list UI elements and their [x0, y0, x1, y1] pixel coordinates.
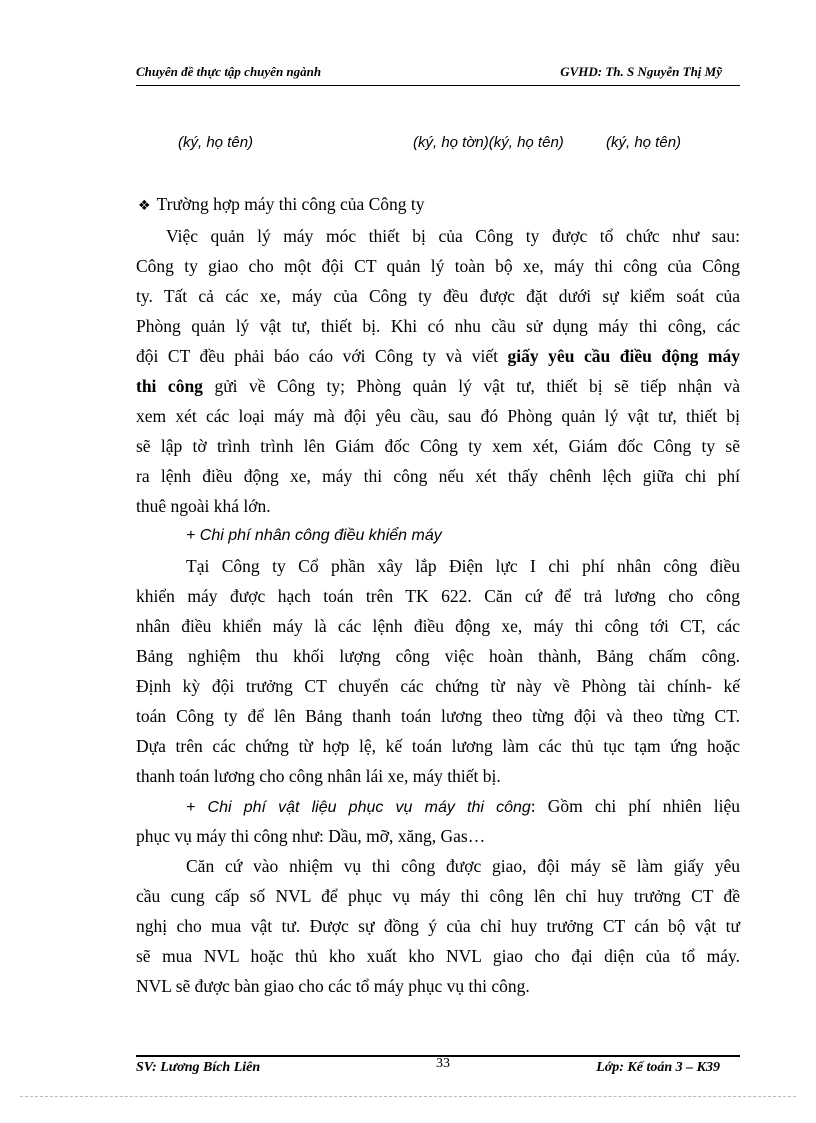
body-line-20-text: : Gồm chi phí nhiên liệu: [530, 796, 740, 816]
bold-form-name: giấy yêu cầu điều động máy: [507, 346, 740, 366]
body-line-9: ra lệnh điều động xe, máy thi công nếu xét thấy chênh lệch giữa chi phí: [136, 466, 740, 486]
body-line-8: sẽ lập tờ trình trình lên Giám đốc Công ty xem xét, Giám đốc Công ty sẽ: [136, 436, 740, 456]
body-line-6-text: gửi về Công ty; Phòng quản lý vật tư, thiết bị sẽ tiếp nhận và: [202, 376, 740, 396]
body-line-22: Căn cứ vào nhiệm vụ thi công được giao, đội máy sẽ làm giấy yêu: [186, 856, 740, 876]
body-line-18: Dựa trên các chứng từ hợp lệ, kế toán lương làm các thủ tục tạm ứng hoặc: [136, 736, 740, 756]
page-bottom-edge: [20, 1096, 796, 1097]
bold-form-name-cont: thi công: [136, 376, 203, 396]
body-line-7: xem xét các loại máy mà đội yêu cầu, sau đó Phòng quản lý vật tư, thiết bị: [136, 406, 740, 426]
body-line-24: nghị cho mua vật tư. Được sự đồng ý của chỉ huy trưởng CT cán bộ vật tư: [136, 916, 740, 936]
body-line-25: sẽ mua NVL hoặc thủ kho xuất kho NVL giao cho đại diện của tổ máy.: [136, 946, 740, 966]
body-line-15: Bảng nghiệm thu khối lượng công việc hoàn thành, Bảng chấm công.: [136, 646, 740, 666]
body-line-1: Việc quản lý máy móc thiết bị của Công ty được tổ chức như sau:: [166, 226, 740, 246]
body-line-23: cầu cung cấp số NVL để phục vụ máy thi công lên chỉ huy trưởng CT đề: [136, 886, 740, 906]
diamond-bullet-icon: ❖: [138, 198, 151, 214]
signature-label-1: (ký, họ tên): [178, 134, 254, 151]
section-heading: [138, 194, 742, 216]
body-line-19: thanh toán lương cho công nhân lái xe, máy thiết bị.: [136, 766, 501, 786]
body-line-14: nhân điều khiển máy là các lệnh điều động xe, máy thi công tới CT, các: [136, 616, 740, 636]
body-line-20: [186, 796, 740, 818]
page-number: 33: [436, 1056, 450, 1071]
body-line-4: Phòng quản lý vật tư, thiết bị. Khi có nhu cầu sử dụng máy thi công, các: [136, 316, 740, 336]
body-line-12: Tại Công ty Cổ phần xây lắp Điện lực I chi phí nhân công điều: [186, 556, 740, 576]
body-line-5-text: đội CT đều phải báo cáo với Công ty và viết: [136, 346, 508, 366]
subheading-labor-cost: + Chi phí nhân công điều khiển máy: [186, 527, 442, 544]
body-line-21: phục vụ máy thi công như: Dầu, mỡ, xăng, Gas…: [136, 826, 486, 846]
header-divider: [136, 85, 740, 86]
body-line-3: ty. Tất cả các xe, máy của Công ty đều được đặt dưới sự kiểm soát của: [136, 286, 740, 306]
signature-label-2: (ký, họ tờn)(ký, họ tên): [413, 134, 564, 151]
header-course-title: Chuyên đề thực tập chuyên ngành: [136, 64, 322, 79]
footer-class: Lớp: Kế toán 3 – K39: [596, 1060, 720, 1075]
body-line-16: Định kỳ đội trưởng CT chuyển các chứng từ này về Phòng tài chính- kế: [136, 676, 740, 696]
body-line-17: toán Công ty để lên Bảng thanh toán lương theo từng đội và theo từng CT.: [136, 706, 740, 726]
signature-label-3: (ký, họ tên): [606, 134, 682, 151]
body-line-13: khiển máy được hạch toán trên TK 622. Căn cứ để trả lương cho công: [136, 586, 740, 606]
footer-student-name: SV: Lương Bích Liên: [136, 1060, 261, 1075]
body-line-2: Công ty giao cho một đội CT quản lý toàn bộ xe, máy thi công của Công: [136, 256, 740, 276]
page-header: [136, 64, 740, 84]
header-supervisor: GVHD: Th. S Nguyễn Thị Mỹ: [560, 64, 722, 79]
subheading-material-cost: + Chi phí vật liệu phục vụ máy thi công: [186, 799, 531, 816]
page-footer: [136, 1056, 740, 1082]
body-line-10: thuê ngoài khá lớn.: [136, 496, 271, 516]
body-line-26: NVL sẽ được bàn giao cho các tổ máy phục vụ thi công.: [136, 976, 530, 996]
body-line-6: [136, 376, 740, 396]
section-heading-text: Trường hợp máy thi công của Công ty: [156, 194, 425, 214]
body-line-5: [136, 346, 740, 366]
